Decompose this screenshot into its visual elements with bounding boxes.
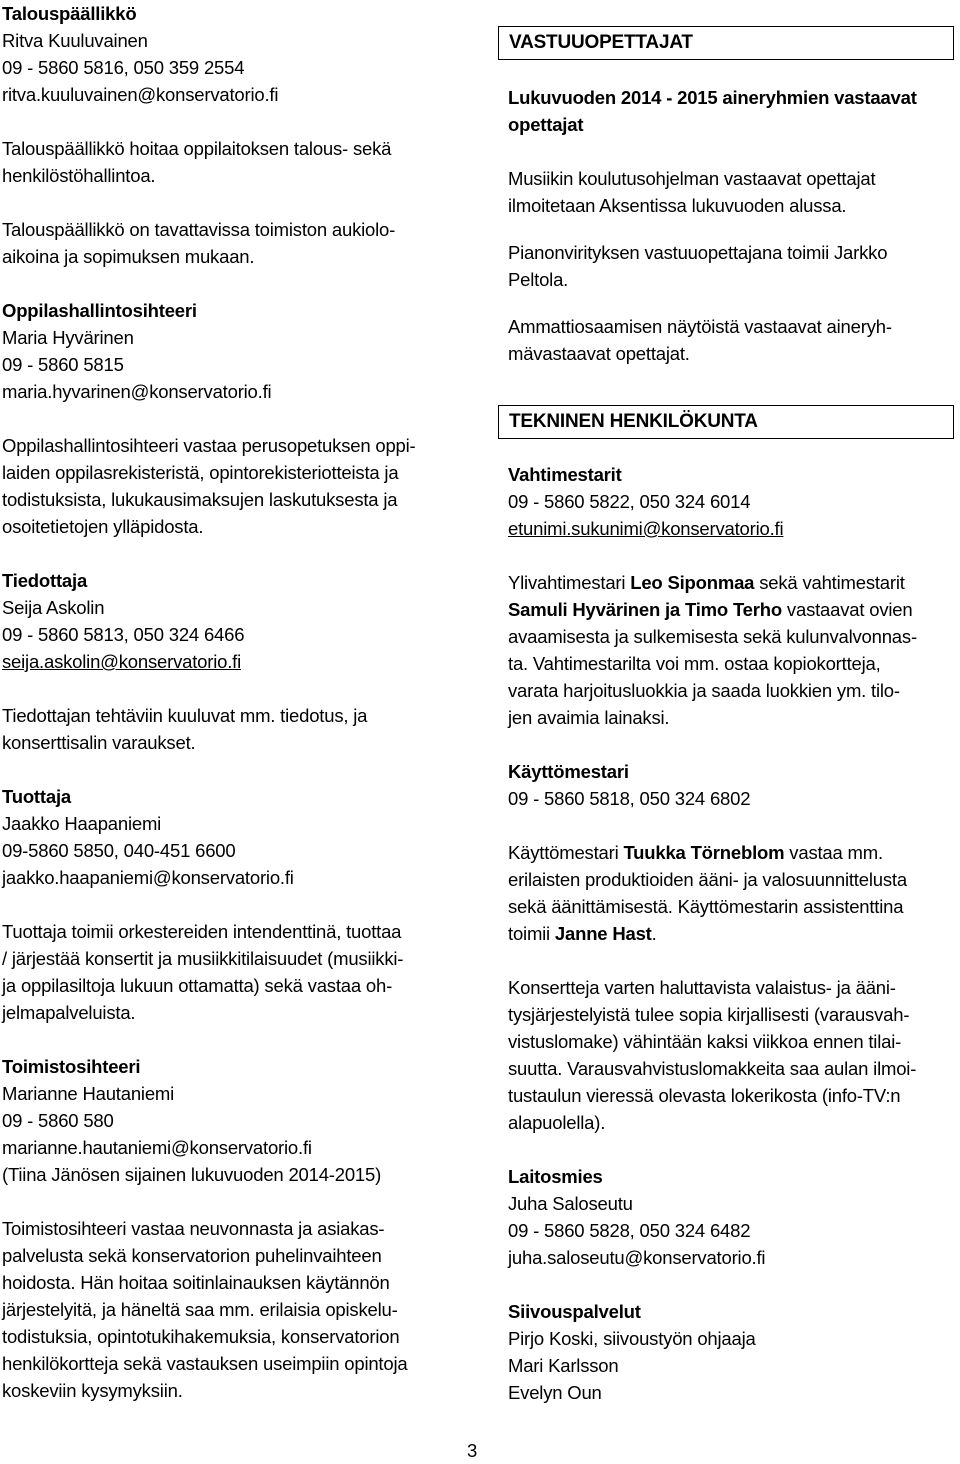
contact-phone: 09 - 5860 5813, 050 324 6466 [2, 624, 245, 645]
paragraph-line: Tuottaja toimii orkestereiden intendenttinä, tuottaa [2, 921, 402, 942]
paragraph-line: ja oppilasiltoja lukuun ottamatta) sekä vastaa oh- [2, 975, 393, 996]
left-column [2, 0, 448, 1404]
paragraph-line: Oppilashallintosihteeri vastaa perusopetuksen oppi- [2, 435, 416, 456]
paragraph-line: vistuslomake) vähintään kaksi viikkoa ennen tilai- [508, 1031, 902, 1052]
paragraph-line: sekä äänittämisestä. Käyttömestarin assistenttina [508, 896, 904, 917]
paragraph-line: todistuksia, opintotukihakemuksia, konservatorion [2, 1326, 400, 1347]
contact-email[interactable]: jaakko.haapaniemi@konservatorio.fi [2, 867, 294, 888]
paragraph-line: tysjärjestelyistä tulee sopia kirjallisesti (varausvah- [508, 1004, 910, 1025]
section-title-tiedottaja: Tiedottaja [2, 570, 88, 591]
contact-email[interactable]: seija.askolin@konservatorio.fi [2, 651, 241, 672]
right-column [508, 0, 950, 1406]
paragraph-line: henkilökortteja sekä vastauksen useimpiin opintoja [2, 1353, 408, 1374]
section-title-siivous: Siivouspalvelut [508, 1301, 641, 1322]
section-title-vahtimestarit: Vahtimestarit [508, 464, 622, 485]
contact-phone: 09 - 5860 5816, 050 359 2554 [2, 57, 245, 78]
contact-phone: 09 - 5860 5822, 050 324 6014 [508, 491, 751, 512]
subheading: opettajat [508, 114, 584, 135]
subheading: Lukuvuoden 2014 - 2015 aineryhmien vastaavat [508, 87, 917, 108]
contact-name: Juha Saloseutu [508, 1193, 633, 1214]
contact-name: Mari Karlsson [508, 1355, 619, 1376]
section-title-laitosmies: Laitosmies [508, 1166, 603, 1187]
section-title-kayttomestari: Käyttömestari [508, 761, 629, 782]
paragraph-line: Peltola. [508, 269, 569, 290]
paragraph-line: Käyttömestari Tuukka Törneblom vastaa mm. [508, 842, 883, 863]
paragraph-line: Konsertteja varten haluttavista valaistus- ja ääni- [508, 977, 896, 998]
contact-name: Marianne Hautaniemi [2, 1083, 175, 1104]
contact-phone: 09 - 5860 5828, 050 324 6482 [508, 1220, 751, 1241]
paragraph-line: / järjestää konsertit ja musiikkitilaisuudet (musiikki- [2, 948, 404, 969]
contact-email[interactable]: maria.hyvarinen@konservatorio.fi [2, 381, 272, 402]
paragraph-line: laiden oppilasrekisteristä, opintorekisteriotteista ja [2, 462, 399, 483]
contact-name: Maria Hyvärinen [2, 327, 134, 348]
paragraph-line: palvelusta sekä konservatorion puhelinvaihteen [2, 1245, 382, 1266]
paragraph-line: todistuksista, lukukausimaksujen laskutuksesta ja [2, 489, 398, 510]
paragraph-line: osoitetietojen ylläpidosta. [2, 516, 204, 537]
contact-email[interactable]: marianne.hautaniemi@konservatorio.fi [2, 1137, 312, 1158]
paragraph-line: henkilöstöhallintoa. [2, 165, 156, 186]
paragraph-line: avaamisesta ja sulkemisesta sekä kulunvalvonnas- [508, 626, 917, 647]
contact-email[interactable]: juha.saloseutu@konservatorio.fi [508, 1247, 766, 1268]
paragraph-line: jen avaimia lainaksi. [508, 707, 670, 728]
section-box-vastuuopettajat: VASTUUOPETTAJAT [498, 26, 954, 60]
paragraph-line: Talouspäällikkö hoitaa oppilaitoksen talous- sekä [2, 138, 392, 159]
paragraph-line: konserttisalin varaukset. [2, 732, 196, 753]
paragraph-line: suutta. Varausvahvistuslomakkeita saa aulan ilmoi- [508, 1058, 917, 1079]
paragraph-line: ilmoitetaan Aksentissa lukuvuoden alussa. [508, 195, 847, 216]
contact-name: Evelyn Oun [508, 1382, 602, 1403]
paragraph-line: Ylivahtimestari Leo Siponmaa sekä vahtimestarit [508, 572, 905, 593]
paragraph-line: ta. Vahtimestarilta voi mm. ostaa kopiokortteja, [508, 653, 881, 674]
paragraph-line: aikoina ja sopimuksen mukaan. [2, 246, 255, 267]
section-title-talous: Talouspäällikkö [2, 3, 137, 24]
paragraph-line: järjestelyitä, ja häneltä saa mm. erilaisia opiskelu- [2, 1299, 398, 1320]
section-title-toimisto: Toimistosihteeri [2, 1056, 141, 1077]
contact-phone: 09 - 5860 580 [2, 1110, 114, 1131]
contact-name: Jaakko Haapaniemi [2, 813, 162, 834]
paragraph-line: Pianonvirityksen vastuuopettajana toimii Jarkko [508, 242, 888, 263]
paragraph-line: jelmapalveluista. [2, 1002, 136, 1023]
paragraph-line: Ammattiosaamisen näytöistä vastaavat aineryh- [508, 316, 892, 337]
contact-name: Ritva Kuuluvainen [2, 30, 148, 51]
contact-note: (Tiina Jänösen sijainen lukuvuoden 2014-2015) [2, 1164, 382, 1185]
paragraph-line: erilaisten produktioiden ääni- ja valosuunnittelusta [508, 869, 907, 890]
section-title-tuottaja: Tuottaja [2, 786, 71, 807]
paragraph-line: Tiedottajan tehtäviin kuuluvat mm. tiedotus, ja [2, 705, 368, 726]
contact-name: Pirjo Koski, siivoustyön ohjaaja [508, 1328, 756, 1349]
paragraph-line: Toimistosihteeri vastaa neuvonnasta ja asiakas- [2, 1218, 385, 1239]
paragraph-line: koskeviin kysymyksiin. [2, 1380, 183, 1401]
paragraph-line: Talouspäällikkö on tavattavissa toimiston aukiolo- [2, 219, 396, 240]
paragraph-line: mävastaavat opettajat. [508, 343, 690, 364]
page-number: 3 [467, 1440, 478, 1461]
contact-phone: 09 - 5860 5815 [2, 354, 124, 375]
contact-phone: 09-5860 5850, 040-451 6600 [2, 840, 236, 861]
paragraph-line: hoidosta. Hän hoitaa soitinlainauksen käytännön [2, 1272, 390, 1293]
paragraph-line: Musiikin koulutusohjelman vastaavat opettajat [508, 168, 876, 189]
contact-phone: 09 - 5860 5818, 050 324 6802 [508, 788, 751, 809]
contact-email[interactable]: ritva.kuuluvainen@konservatorio.fi [2, 84, 279, 105]
paragraph-line: varata harjoitusluokkia ja saada luokkien ym. tilo- [508, 680, 900, 701]
paragraph-line: Samuli Hyvärinen ja Timo Terho vastaavat ovien [508, 599, 913, 620]
paragraph-line: toimii Janne Hast. [508, 923, 657, 944]
section-title-oppilas: Oppilashallintosihteeri [2, 300, 197, 321]
section-box-tekninen: TEKNINEN HENKILÖKUNTA [498, 405, 954, 439]
contact-email[interactable]: etunimi.sukunimi@konservatorio.fi [508, 518, 784, 539]
contact-name: Seija Askolin [2, 597, 105, 618]
paragraph-line: tustaulun vieressä olevasta lokerikosta (info-TV:n [508, 1085, 901, 1106]
paragraph-line: alapuolella). [508, 1112, 606, 1133]
